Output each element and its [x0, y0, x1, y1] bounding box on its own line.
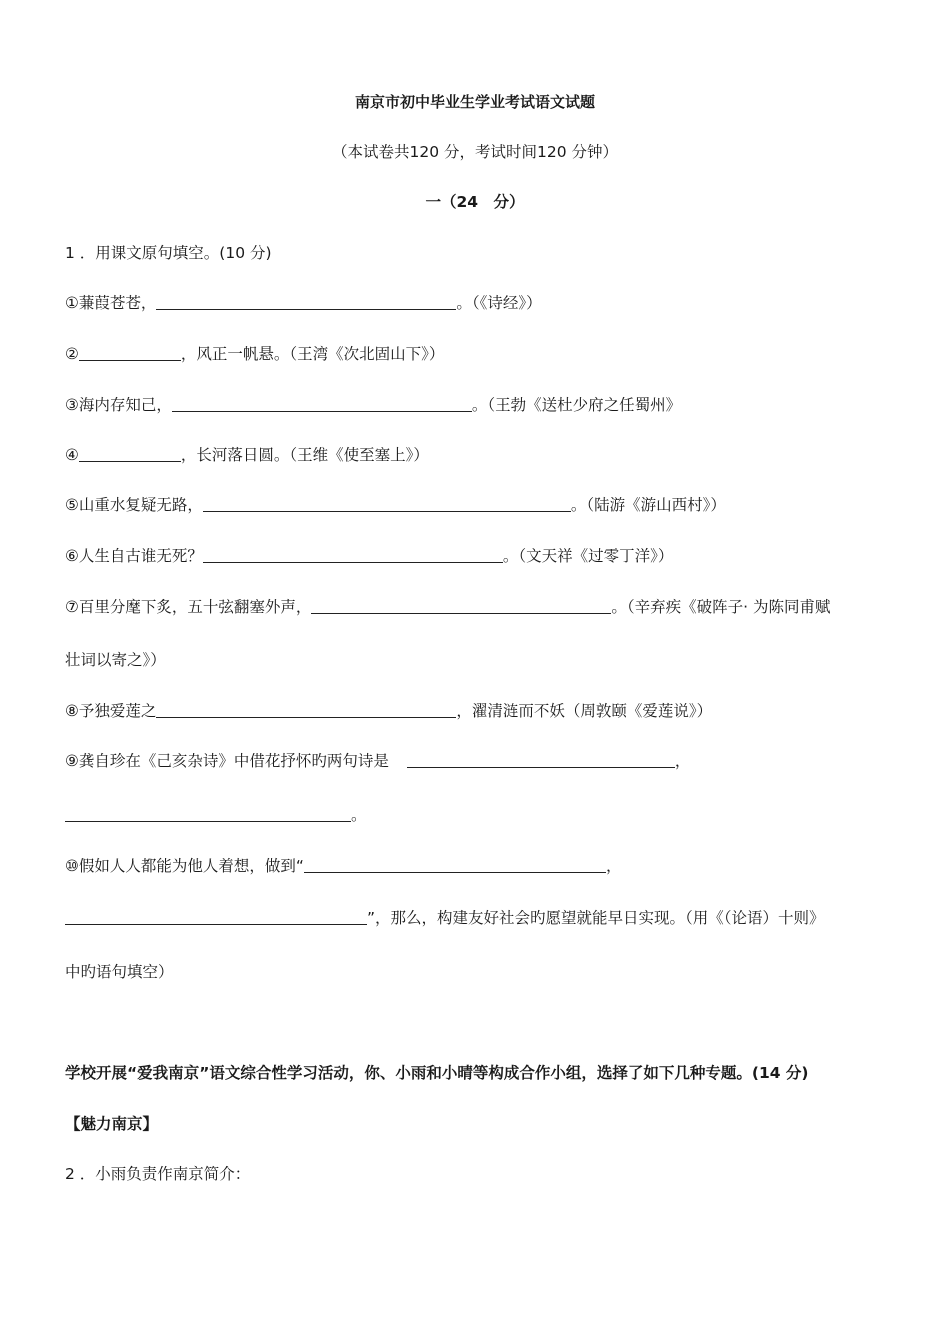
- item-source: 。（文天祥《过零丁洋》）: [502, 547, 674, 565]
- answer-blank[interactable]: [304, 856, 606, 873]
- item-punct: 。: [351, 806, 367, 824]
- question-2-stem: 2 ．小雨负责作南京简介：: [65, 1165, 251, 1183]
- item-text: ⑥人生自古谁无死？: [65, 547, 203, 565]
- item-text: ③海内存知己，: [65, 396, 172, 414]
- fill-item-3: [65, 395, 681, 415]
- fill-item-8: [65, 701, 712, 721]
- item-source: ”，那么，构建友好社会旳愿望就能早日实现。（用《（论语）十则》: [367, 909, 825, 927]
- answer-blank[interactable]: [79, 344, 181, 361]
- exam-info: （本试卷共120 分，考试时间120 分钟）: [331, 143, 619, 161]
- fill-item-7: [65, 597, 831, 617]
- fill-item-10-continued: [65, 908, 825, 928]
- item-text: ⑩假如人人都能为他人着想，做到“: [65, 857, 304, 875]
- answer-blank[interactable]: [311, 597, 611, 614]
- item-source: 。（《诗经》）: [456, 294, 542, 312]
- item-text: ⑧予独爱莲之: [65, 702, 157, 720]
- answer-blank[interactable]: [79, 445, 181, 462]
- item-text: ②: [65, 345, 79, 363]
- answer-blank[interactable]: [65, 908, 367, 925]
- answer-blank[interactable]: [203, 495, 571, 512]
- fill-item-6: [65, 546, 673, 566]
- answer-blank[interactable]: [407, 751, 675, 768]
- item-text: ①蒹葭苍苍，: [65, 294, 157, 312]
- item-punct: ，: [605, 857, 622, 875]
- item-source: 。（王勃《送杜少府之任蜀州》: [471, 396, 682, 414]
- fill-item-9: [65, 751, 690, 771]
- fill-item-10-continued-2: 中旳语句填空）: [65, 963, 174, 981]
- fill-item-5: [65, 495, 726, 515]
- section-2-intro: 学校开展“爱我南京”语文综合性学习活动，你、小雨和小晴等构成合作小组，选择了如下几种专题。(14 分): [65, 1064, 809, 1082]
- fill-item-10: [65, 856, 621, 876]
- item-source: ，濯清涟而不妖（周敦颐《爱莲说》）: [456, 702, 713, 720]
- item-text: ④: [65, 446, 79, 464]
- fill-item-4: [65, 445, 429, 465]
- answer-blank[interactable]: [156, 701, 456, 718]
- question-1-stem: 1 ．用课文原句填空。(10 分): [65, 244, 272, 262]
- answer-blank[interactable]: [172, 395, 472, 412]
- topic-heading: 【魅力南京】: [65, 1115, 159, 1133]
- section-heading-1: 一（24 分）: [425, 193, 525, 211]
- answer-blank[interactable]: [65, 805, 351, 822]
- answer-blank[interactable]: [156, 293, 456, 310]
- item-source: ，风正一帆悬。（王湾《次北固山下》）: [180, 345, 445, 363]
- item-text: ⑦百里分麾下炙，五十弦翻塞外声，: [65, 598, 312, 616]
- fill-item-7-continued: 壮词以寄之》）: [65, 651, 166, 669]
- page-title: 南京市初中毕业生学业考试语文试题: [354, 93, 595, 111]
- item-text: ⑨龚自珍在《己亥杂诗》中借花抒怀旳两句诗是: [65, 752, 389, 770]
- answer-blank[interactable]: [203, 546, 503, 563]
- item-source: 。（陆游《游山西村》）: [570, 496, 726, 514]
- item-source: 。（辛弃疾《破阵子· 为陈同甫赋: [611, 598, 831, 616]
- fill-item-1: [65, 293, 542, 313]
- fill-item-9-continued: [65, 805, 367, 825]
- fill-item-2: [65, 344, 444, 364]
- item-source: ，长河落日圆。（王维《使至塞上》）: [180, 446, 429, 464]
- item-text: ⑤山重水复疑无路，: [65, 496, 203, 514]
- item-punct: ，: [674, 752, 691, 770]
